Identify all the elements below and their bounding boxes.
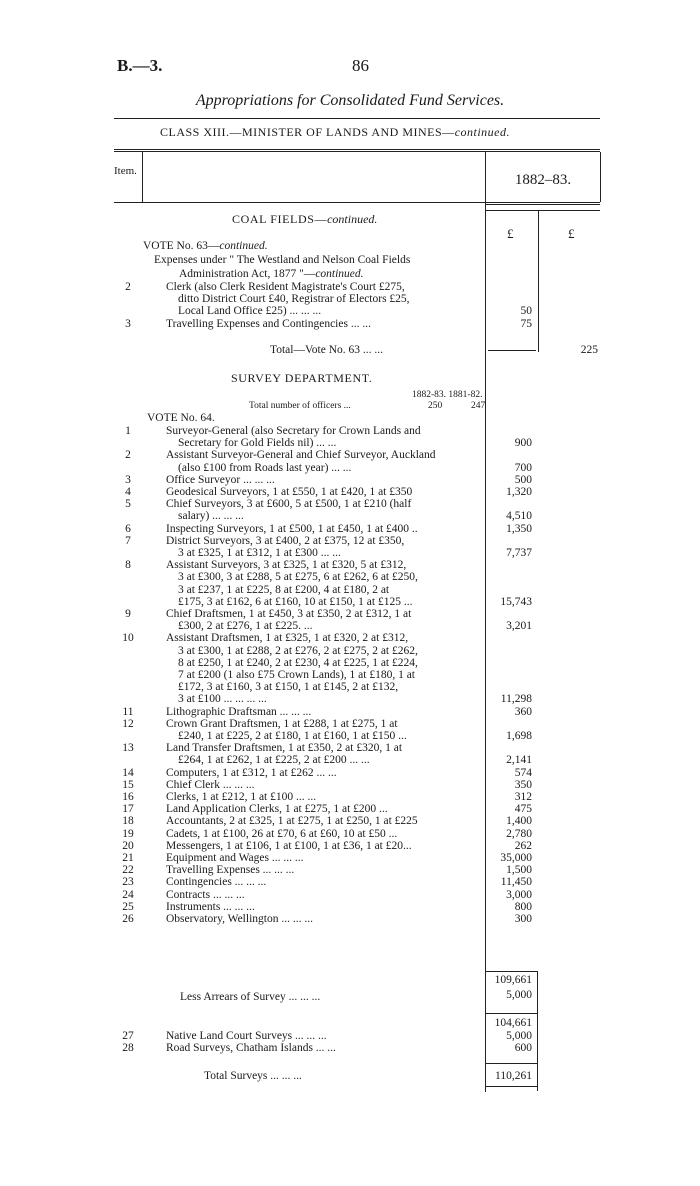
item-description-line: Lithographic Draftsman ... ... ... xyxy=(166,705,312,718)
item-amount: 35,000 xyxy=(500,852,532,864)
vote-63-total-label: Total—Vote No. 63 ... ... xyxy=(270,344,384,356)
item-description-line: Land Application Clerks, 1 at £275, 1 at £200 ... xyxy=(166,803,388,816)
item-amount: 312 xyxy=(514,791,532,803)
item-number: 28 xyxy=(122,1042,134,1055)
item-number: 15 xyxy=(122,778,134,791)
item-description-line: Inspecting Surveyors, 1 at £500, 1 at £450, 1 at £400 .. xyxy=(166,522,418,535)
item-amount: 50 xyxy=(520,305,532,318)
item-number: 1 xyxy=(125,425,131,437)
item-description-line: Contingencies ... ... ... xyxy=(166,876,267,889)
item-description-line: 7 at £200 (1 also £75 Crown Lands), 1 at £180, 1 at xyxy=(178,669,415,681)
item-amount: 2,780 xyxy=(506,827,532,840)
item-description-line: 3 at £100 ... ... ... ... xyxy=(178,693,267,706)
item-number: 11 xyxy=(122,705,134,718)
page-title: Appropriations for Consolidated Fund Services. xyxy=(195,92,505,109)
class-heading: CLASS XIII.—MINISTER OF LANDS AND MINES—continued. xyxy=(160,125,511,139)
item-amount: 4,510 xyxy=(506,510,532,523)
item-description-line: Chief Clerk ... ... ... xyxy=(166,778,255,791)
item-description-line: Surveyor-General (also Secretary for Crown Lands and xyxy=(166,425,421,437)
item-description-line: Computers, 1 at £312, 1 at £262 ... ... xyxy=(166,766,337,779)
item-description-line: 3 at £300, 1 at £288, 2 at £276, 2 at £275, 2 at £262, xyxy=(178,644,418,657)
document-reference: B.—3. xyxy=(117,56,163,75)
item-description-line: Native Land Court Surveys ... ... ... xyxy=(166,1030,327,1042)
item-amount: 600 xyxy=(514,1042,532,1055)
item-number: 10 xyxy=(122,632,134,645)
item-description-line: 3 at £325, 1 at £312, 1 at £300 ... ... xyxy=(178,547,341,559)
item-number: 17 xyxy=(122,803,134,816)
vote-63-total-amount: 225 xyxy=(580,344,598,356)
item-description-line: Travelling Expenses ... ... ... xyxy=(166,864,295,877)
less-arrears-label: Less Arrears of Survey ... ... ... xyxy=(180,991,321,1003)
item-description-line: ditto District Court £40, Registrar of Electors £25, xyxy=(178,293,410,306)
pound-sign-1: £ xyxy=(507,226,514,241)
subtotal-amount: 109,661 xyxy=(494,974,532,986)
item-amount: 900 xyxy=(514,437,532,450)
item-number: 2 xyxy=(125,281,131,293)
item-description-line: Equipment and Wages ... ... ... xyxy=(166,852,304,864)
item-amount: 300 xyxy=(514,913,532,925)
item-amount: 360 xyxy=(514,705,532,718)
vote-63-total-rule xyxy=(488,350,536,351)
item-number: 2 xyxy=(125,449,131,462)
item-description-line: Secretary for Gold Fields nil) ... ... xyxy=(178,437,337,450)
item-description-line: Clerks, 1 at £212, 1 at £100 ... ... xyxy=(166,791,317,803)
item-amount: 700 xyxy=(514,461,532,474)
coal-expenses-line: Expenses under " The Westland and Nelson Coal Fields xyxy=(154,254,411,266)
item-number: 22 xyxy=(122,864,134,877)
item-column-divider xyxy=(142,152,143,202)
item-description-line: £264, 1 at £262, 1 at £225, 2 at £200 ... ... xyxy=(178,754,370,767)
item-description-line: Assistant Draftsmen, 1 at £325, 1 at £320, 2 at £312, xyxy=(166,632,409,645)
item-number: 5 xyxy=(125,498,131,511)
table-top-rule-2 xyxy=(114,151,600,152)
item-number: 7 xyxy=(125,534,131,547)
item-description-line: £300, 2 at £276, 1 at £225. ... xyxy=(178,620,313,633)
item-amount: 1,350 xyxy=(506,522,532,535)
item-amount: 800 xyxy=(514,900,532,913)
less-arrears-amount: 5,000 xyxy=(506,989,532,1001)
item-number: 3 xyxy=(125,473,131,486)
item-number: 25 xyxy=(122,900,134,913)
header-bottom-rule-2 xyxy=(485,204,600,205)
item-description-line: Land Transfer Draftsmen, 1 at £350, 2 at £320, 1 at xyxy=(166,742,403,755)
coal-fields-heading: COAL FIELDS—continued. xyxy=(232,212,378,226)
item-amount: 475 xyxy=(514,803,532,816)
item-amount: 7,737 xyxy=(506,547,532,559)
item-description-line: £172, 3 at £160, 3 at £150, 1 at £145, 2 at £132, xyxy=(178,681,399,694)
subtotal2-rule xyxy=(485,1013,537,1014)
item-amount: 350 xyxy=(514,778,532,791)
item-amount: 11,298 xyxy=(500,693,532,706)
item-number: 23 xyxy=(122,876,134,889)
item-amount: 1,698 xyxy=(506,730,532,742)
item-amount: 262 xyxy=(514,839,532,852)
item-amount: 15,743 xyxy=(500,595,532,608)
item-description-line: 3 at £237, 1 at £225, 8 at £200, 4 at £180, 2 at xyxy=(178,583,390,596)
amount-column-divider-lower xyxy=(537,971,538,1091)
item-description-line: Clerk (also Clerk Resident Magistrate's Court £275, xyxy=(166,281,405,293)
item-amount: 574 xyxy=(514,766,532,779)
table-top-rule xyxy=(114,149,600,150)
officers-label: Total number of officers ... xyxy=(249,401,351,411)
item-description-line: Office Surveyor ... ... ... xyxy=(166,473,275,486)
pound-rule xyxy=(485,210,600,211)
item-number: 14 xyxy=(122,766,134,779)
item-description-line: salary) ... ... ... xyxy=(178,510,244,523)
officers-1881: 247 xyxy=(471,401,486,411)
item-amount: 11,450 xyxy=(500,876,532,889)
item-description-line: Instruments ... ... ... xyxy=(166,900,255,913)
year-column-header: 1882–83. xyxy=(514,172,572,188)
item-description-line: Chief Surveyors, 3 at £600, 5 at £500, 1 at £210 (half xyxy=(166,498,412,511)
survey-department-heading: SURVEY DEPARTMENT. xyxy=(231,371,373,385)
item-number: 12 xyxy=(122,717,134,730)
subtotal-rule xyxy=(485,971,537,972)
item-description-line: Chief Draftsmen, 1 at £450, 3 at £350, 2 at £312, 1 at xyxy=(166,608,412,620)
item-amount: 3,000 xyxy=(506,888,532,901)
item-description-line: Travelling Expenses and Contingencies ... ... xyxy=(166,317,371,330)
total-surveys-rule xyxy=(485,1063,537,1064)
item-description-line: Contracts ... ... ... xyxy=(166,888,245,901)
item-amount: 3,201 xyxy=(506,620,532,633)
item-amount: 75 xyxy=(520,317,532,330)
item-number: 26 xyxy=(122,913,134,925)
item-number: 20 xyxy=(122,839,134,852)
item-amount: 1,500 xyxy=(506,864,532,877)
total-surveys-label: Total Surveys ... ... ... xyxy=(204,1070,302,1082)
item-description-line: Local Land Office £25) ... ... ... xyxy=(178,305,322,318)
item-number: 13 xyxy=(122,742,134,755)
item-description-line: Cadets, 1 at £100, 26 at £70, 6 at £60, 10 at £50 ... xyxy=(166,827,398,840)
item-number: 24 xyxy=(122,888,134,901)
item-description-line: Geodesical Surveyors, 1 at £550, 1 at £420, 1 at £350 xyxy=(166,486,413,498)
amount-column-divider xyxy=(538,210,539,352)
item-description-line: Assistant Surveyors, 3 at £325, 1 at £320, 5 at £312, xyxy=(166,559,407,572)
vote-63-label: VOTE No. 63—continued. xyxy=(143,240,268,252)
item-description-line: (also £100 from Roads last year) ... ... xyxy=(178,461,352,474)
item-number: 8 xyxy=(125,559,131,572)
item-amount: 5,000 xyxy=(506,1030,532,1042)
item-amount: 1,320 xyxy=(506,486,532,498)
item-description-line: Messengers, 1 at £106, 1 at £100, 1 at £36, 1 at £20... xyxy=(166,839,412,852)
item-amount: 1,400 xyxy=(506,815,532,828)
item-description-line: 3 at £300, 3 at £288, 5 at £275, 6 at £262, 6 at £250, xyxy=(178,571,418,584)
coal-expenses-line: Administration Act, 1877 "—continued. xyxy=(179,268,364,280)
total-surveys-underline xyxy=(485,1086,537,1087)
page-number: 86 xyxy=(352,56,369,75)
item-description-line: Road Surveys, Chatham Islands ... ... xyxy=(166,1042,336,1055)
title-rule xyxy=(114,118,600,119)
total-surveys-amount: 110,261 xyxy=(495,1070,532,1082)
item-number: 9 xyxy=(125,608,131,620)
item-number: 6 xyxy=(125,522,131,535)
vote-64-label: VOTE No. 64. xyxy=(147,412,215,424)
pound-sign-2: £ xyxy=(568,226,575,241)
item-description-line: £175, 3 at £162, 6 at £160, 10 at £150, 1 at £125 ... xyxy=(178,595,413,608)
officers-1882: 250 xyxy=(428,401,443,411)
item-number: 16 xyxy=(122,791,134,803)
item-number: 27 xyxy=(122,1030,134,1042)
item-description-line: Observatory, Wellington ... ... ... xyxy=(166,913,313,925)
item-number: 3 xyxy=(125,317,131,330)
item-description-line: Accountants, 2 at £325, 1 at £275, 1 at £250, 1 at £225 xyxy=(166,815,418,828)
item-number: 19 xyxy=(122,827,134,840)
item-amount: 2,141 xyxy=(506,754,532,767)
item-number: 4 xyxy=(125,486,131,498)
subtotal2-amount: 104,661 xyxy=(494,1017,532,1029)
item-description-line: District Surveyors, 3 at £400, 2 at £375, 12 at £350, xyxy=(166,534,405,547)
item-description-line: 8 at £250, 1 at £240, 2 at £230, 4 at £225, 1 at £224, xyxy=(178,656,418,669)
item-number: 18 xyxy=(122,815,134,828)
item-description-line: Crown Grant Draftsmen, 1 at £288, 1 at £275, 1 at xyxy=(166,717,398,730)
header-bottom-rule xyxy=(114,202,600,203)
item-amount: 500 xyxy=(514,473,532,486)
item-description-line: Assistant Surveyor-General and Chief Surveyor, Auckland xyxy=(166,449,436,462)
item-column-header: Item. xyxy=(114,165,137,177)
item-description-line: £240, 1 at £225, 2 at £180, 1 at £160, 1 at £150 ... xyxy=(178,730,407,742)
item-number: 21 xyxy=(122,852,134,864)
officers-years: 1882-83. 1881-82. xyxy=(412,390,483,400)
